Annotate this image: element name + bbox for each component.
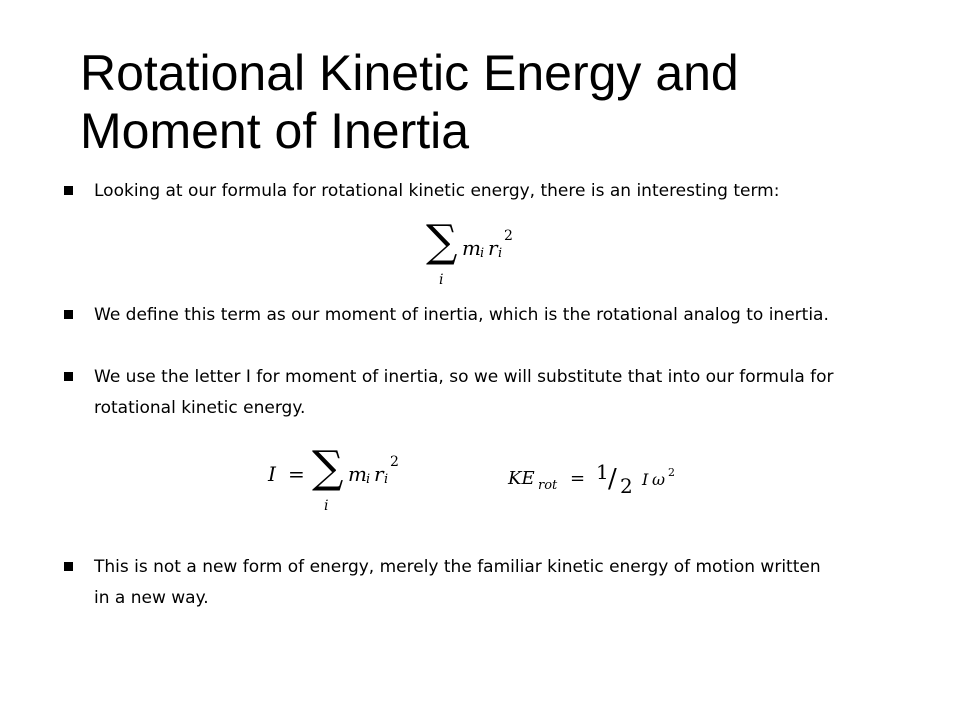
bullet-1 xyxy=(64,176,884,207)
sigma-symbol: ∑ xyxy=(426,216,458,267)
sigma-symbol: ∑ xyxy=(312,442,344,493)
formula-rotational-kinetic-energy xyxy=(508,458,708,508)
mass-symbol: m xyxy=(348,462,367,486)
title-line-1: Rotational Kinetic Energy and xyxy=(80,45,739,101)
title-line-2: Moment of Inertia xyxy=(80,103,470,159)
bullet-1-text: Looking at our formula for rotational kinetic energy, there is an interesting term: xyxy=(94,181,780,201)
square-bullet-icon xyxy=(64,310,73,319)
bullet-4 xyxy=(64,552,824,614)
omega-exponent: 2 xyxy=(668,466,675,479)
mass-subscript: i xyxy=(480,246,485,261)
square-bullet-icon xyxy=(64,186,73,195)
radius-exponent: 2 xyxy=(390,454,399,470)
bullet-3 xyxy=(64,362,884,424)
radius-subscript: i xyxy=(384,472,389,487)
bullet-3-text: We use the letter I for moment of inertia, so we will substitute that into our formula for rotational kinetic energy. xyxy=(94,367,834,418)
formula-sum-term xyxy=(426,216,536,292)
bullet-2-text: We define this term as our moment of inertia, which is the rotational analog to inertia. xyxy=(94,305,829,325)
omega-symbol: ω xyxy=(652,470,666,489)
inertia-symbol: I xyxy=(642,470,649,489)
slide-title xyxy=(80,44,940,160)
ke-symbol: KE xyxy=(508,468,535,489)
mass-symbol: m xyxy=(462,236,481,260)
fraction-denominator: 2 xyxy=(620,474,633,498)
bullet-2 xyxy=(64,300,884,331)
bullet-4-text: This is not a new form of energy, merely the familiar kinetic energy of motion written in a new way. xyxy=(94,557,821,608)
radius-symbol: r xyxy=(374,462,384,486)
ke-subscript: rot xyxy=(538,478,558,493)
equals-sign: = xyxy=(570,468,586,489)
mass-subscript: i xyxy=(366,472,371,487)
square-bullet-icon xyxy=(64,562,73,571)
radius-symbol: r xyxy=(488,236,498,260)
radius-subscript: i xyxy=(498,246,503,261)
equals-sign: = xyxy=(288,462,305,486)
inertia-symbol: I xyxy=(268,462,276,486)
sum-index: i xyxy=(439,272,444,288)
radius-exponent: 2 xyxy=(504,228,513,244)
fraction-numerator: 1 xyxy=(596,460,609,484)
fraction-slash: / xyxy=(608,464,617,494)
formula-moment-of-inertia xyxy=(268,442,428,520)
square-bullet-icon xyxy=(64,372,73,381)
sum-index: i xyxy=(324,498,329,514)
